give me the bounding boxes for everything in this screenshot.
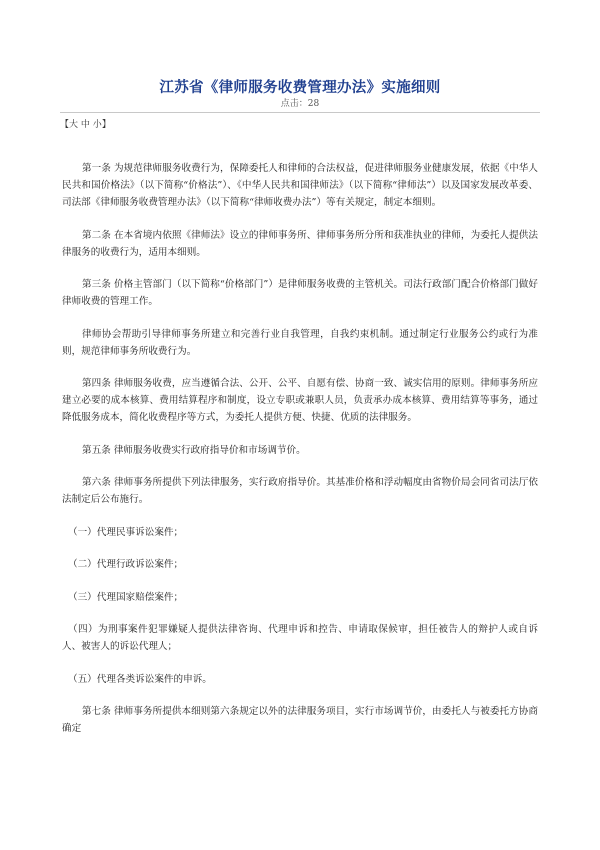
font-size-small-link[interactable]: 小: [92, 120, 102, 130]
article-paragraph: 第二条 在本省境内依照《律师法》设立的律师事务所、律师事务所分所和获准执业的律师，为委托人提供法律服务的收费行为，适用本细则。: [62, 229, 538, 258]
list-item: （二）代理行政诉讼案件；: [68, 559, 184, 570]
title-divider: [60, 112, 540, 113]
font-size-large-link[interactable]: 大: [69, 120, 79, 130]
font-size-switcher: [60, 117, 111, 130]
bracket-close: 】: [101, 120, 111, 130]
article-paragraph: 第四条 律师服务收费，应当遵循合法、公开、公平、自愿有偿、协商一致、诚实信用的原则。律师事务所应建立必要的成本核算、费用结算程序和制度，设立专职或兼职人员，负责承办成本核算、费用结算等事务，通过降低服务成本，简化收费程序等方式，为委托人提供方便、快捷、优质的法律服务。: [62, 378, 538, 423]
hits-label: 点击：: [280, 99, 308, 109]
page-title: 江苏省《律师服务收费管理办法》实施细则: [159, 79, 441, 96]
list-item: （五）代理各类诉讼案件的申诉。: [68, 673, 212, 685]
hit-counter: [0, 96, 600, 109]
bracket-open: 【: [60, 120, 70, 130]
list-item: （三）代理国家赔偿案件；: [68, 591, 184, 603]
list-item: （一）代理民事诉讼案件；: [68, 526, 184, 538]
article-body: [62, 160, 538, 753]
font-size-medium-link[interactable]: 中: [80, 120, 90, 130]
list-item: （四）为刑事案件犯罪嫌疑人提供法律咨询、代理申诉和控告、申请取保候审，担任被告人的辩护人或自诉人、被害人的诉讼代理人；: [62, 624, 538, 652]
article-paragraph: 第七条 律师事务所提供本细则第六条规定以外的法律服务项目，实行市场调节价，由委托人与被委托方协商确定: [62, 706, 538, 734]
article-paragraph: 第五条 律师服务收费实行政府指导价和市场调节价。: [82, 444, 306, 456]
article-paragraph: 律师协会帮助引导律师事务所建立和完善行业自我管理，自我约束机制。通过制定行业服务公约或行为准则，规范律师事务所收费行为。: [62, 328, 538, 357]
article-paragraph: 第三条 价格主管部门（以下简称“价格部门”）是律师服务收费的主管机关。司法行政部门配合价格部门做好律师收费的管理工作。: [62, 279, 538, 307]
article-paragraph: 第一条 为规范律师服务收费行为，保障委托人和律师的合法权益，促进律师服务业健康发展，依据《中华人民共和国价格法》（以下简称“价格法”）、《中华人民共和国律师法》（以下简称“律师法”）以及国家发展改革委、司法部《律师服务收费管理办法》（以下简称“律师收费办法”）等有关规定，制定本细则。: [62, 163, 538, 208]
article-paragraph: 第六条 律师事务所提供下列法律服务，实行政府指导价。其基准价格和浮动幅度由省物价局会同省司法厅依法制定后公布施行。: [62, 477, 538, 505]
hits-count: 28: [307, 99, 320, 109]
